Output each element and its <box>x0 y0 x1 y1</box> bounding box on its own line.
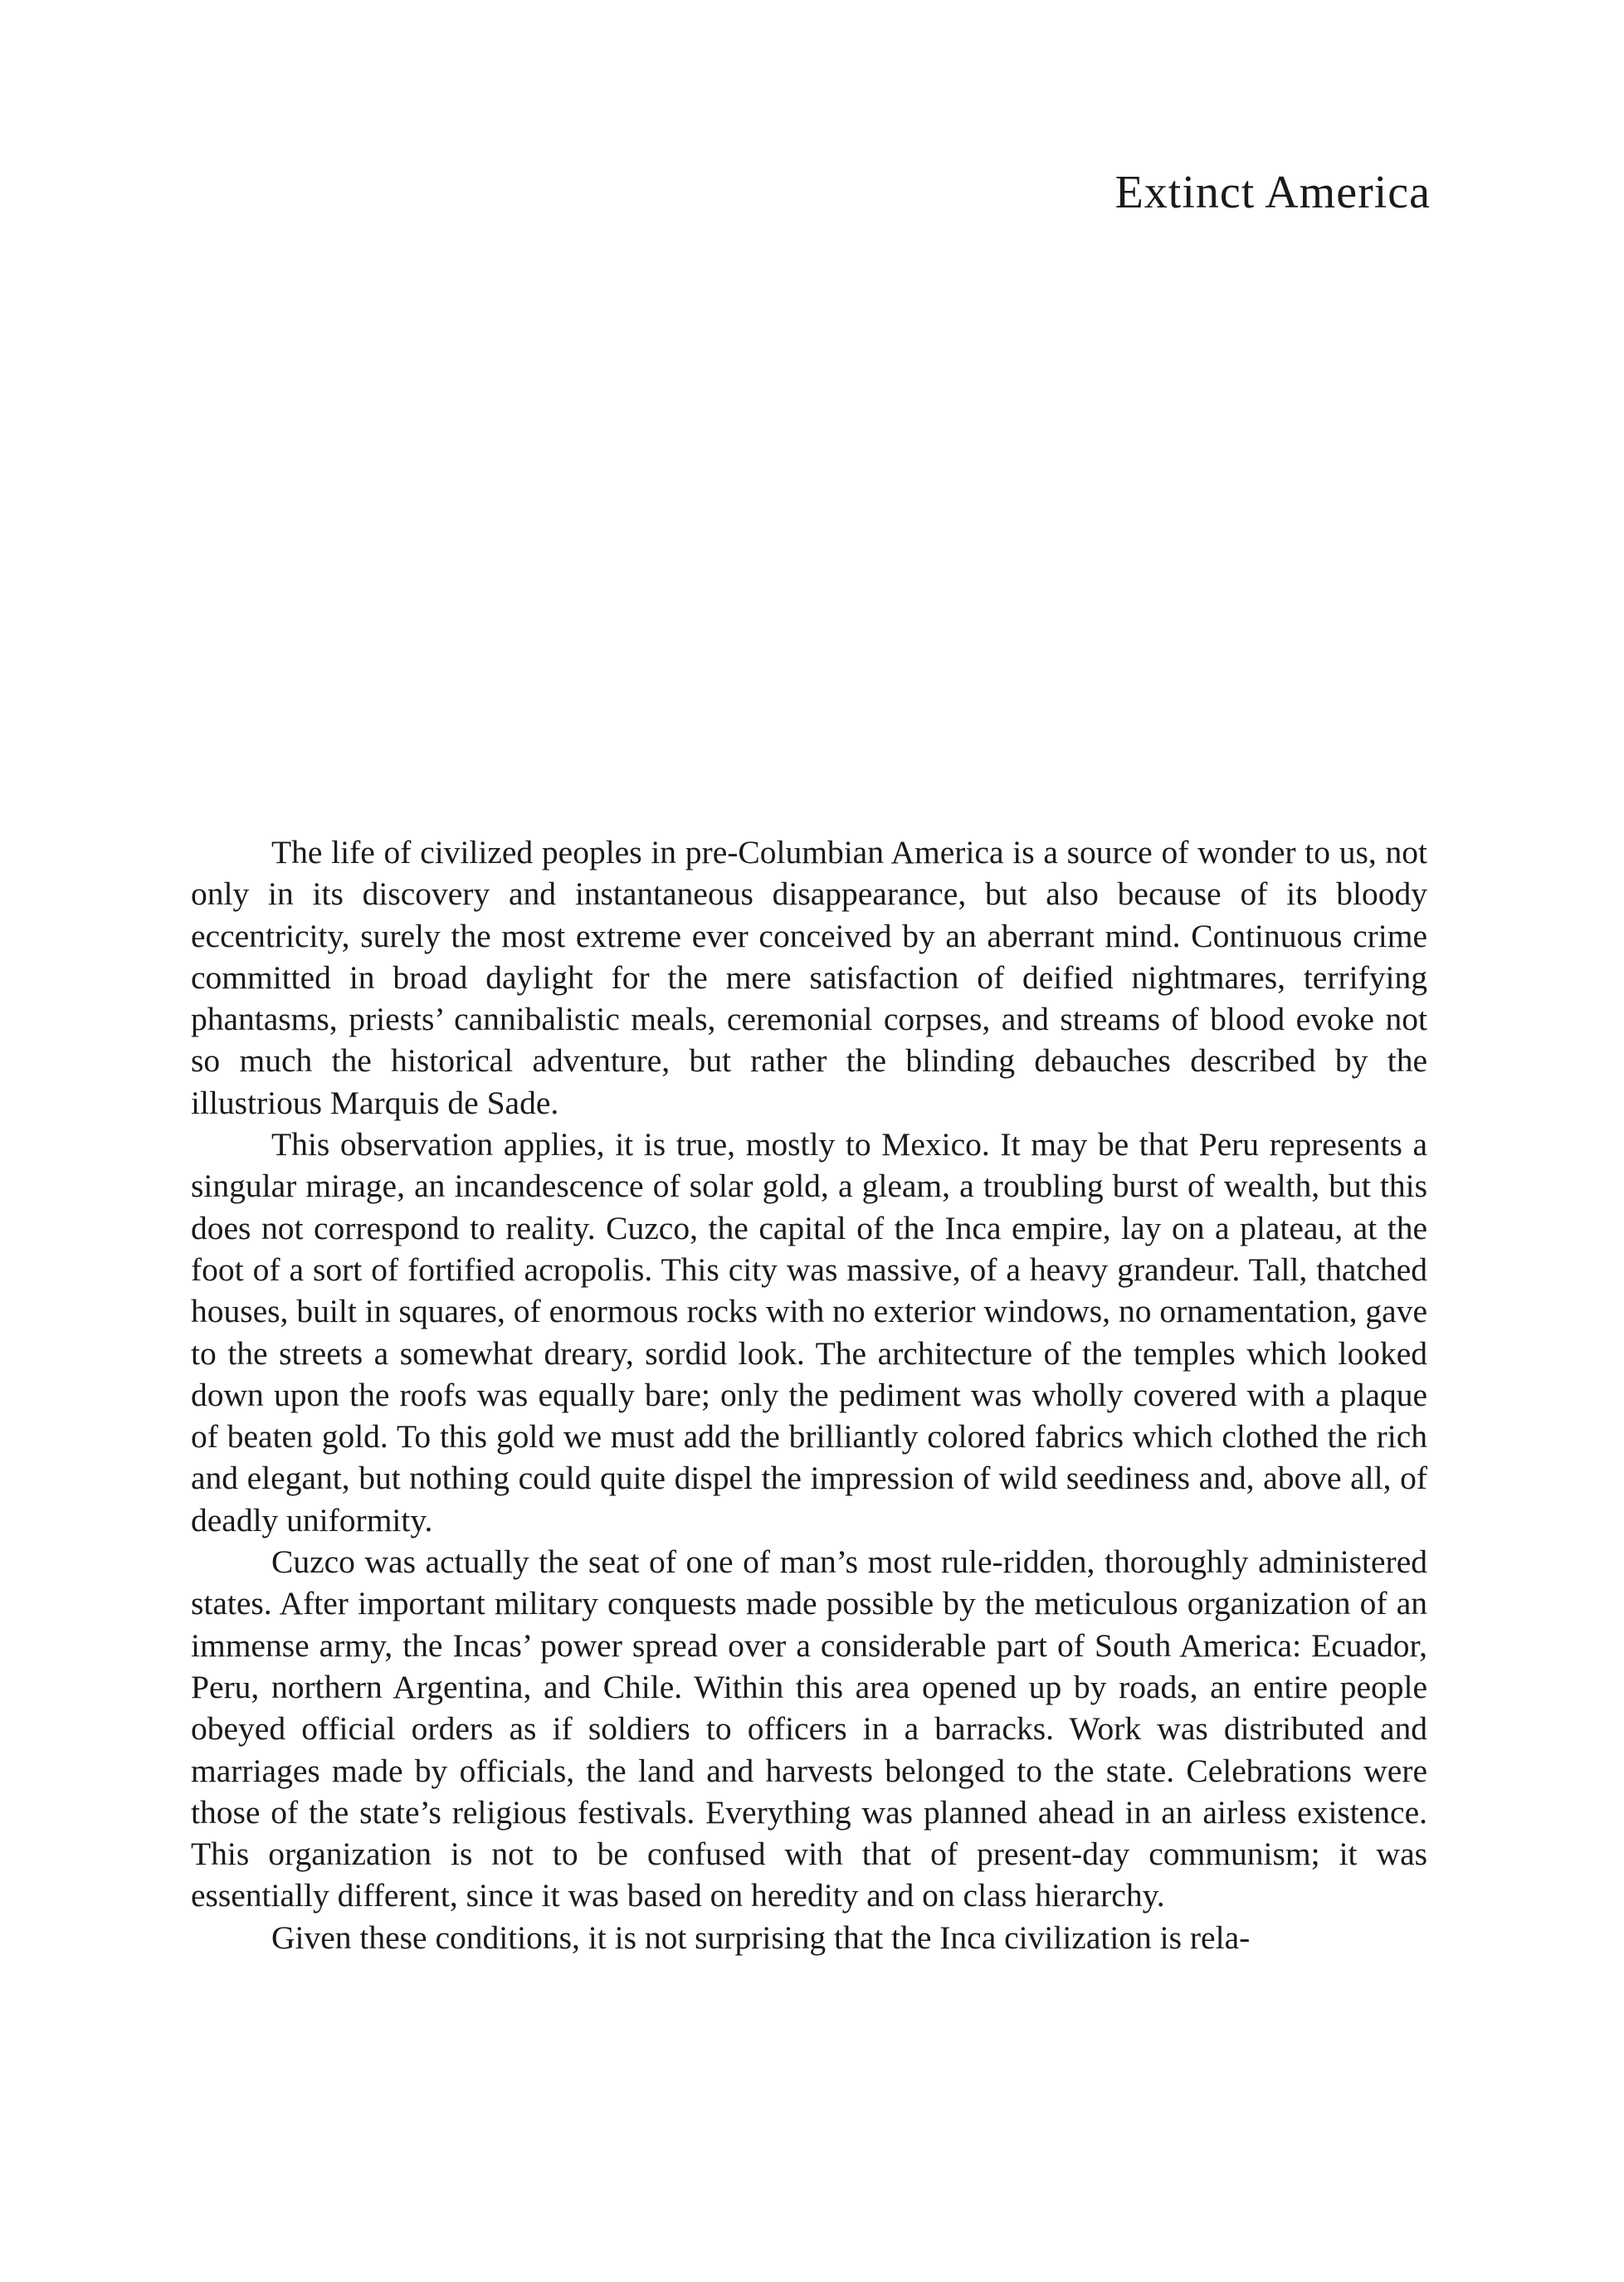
paragraph-4: Given these conditions, it is not surprising that the Inca civilization is rela- <box>271 1919 1251 1956</box>
paragraph-1: The life of civilized peoples in pre-Columbian America is a source of wonder to us, not only in its discovery and instantaneous disappearance, but also because of its bloody eccentricity, surely the most extreme ever conceived by an aberrant mind. Continuous crime committed in broad daylight for the mere satisfaction of deified nightmares, terrifying phantasms, priests’ cannibalistic meals, ceremonial corpses, and streams of blood evoke not so much the historical adventure, but rather the blinding debauches described by the illustrious Marquis de Sade. <box>191 834 1427 1121</box>
page-title: Extinct America <box>1114 167 1431 218</box>
body-text <box>191 831 1427 1958</box>
paragraph-3: Cuzco was actually the seat of one of man’s most rule-ridden, thoroughly administered states. After important military conquests made possible by the meticulous organization of an immense army, the Incas’ power spread over a considerable part of South America: Ecuador, Peru, northern Argentina, and Chile. Within this area opened up by roads, an entire people obeyed official orders as if soldiers to officers in a barracks. Work was distributed and marriages made by officials, the land and harvests belonged to the state. Celebrations were those of the state’s religious festivals. Everything was planned ahead in an airless existence. This organization is not to be confused with that of present-day communism; it was essentially different, since it was based on heredity and on class hierarchy. <box>191 1543 1427 1914</box>
paragraph-2: This observation applies, it is true, mostly to Mexico. It may be that Peru represents a singular mirage, an incandescence of solar gold, a gleam, a troubling burst of wealth, but this does not correspond to reality. Cuzco, the capital of the Inca empire, lay on a plateau, at the foot of a sort of fortified acropolis. This city was massive, of a heavy grandeur. Tall, thatched houses, built in squares, of enormous rocks with no exterior windows, no ornamentation, gave to the streets a somewhat dreary, sordid look. The architecture of the temples which looked down upon the roofs was equally bare; only the pediment was wholly covered with a plaque of beaten gold. To this gold we must add the brilliantly colored fabrics which clothed the rich and elegant, but nothing could quite dispel the impression of wild seediness and, above all, of deadly uniformity. <box>191 1126 1427 1538</box>
